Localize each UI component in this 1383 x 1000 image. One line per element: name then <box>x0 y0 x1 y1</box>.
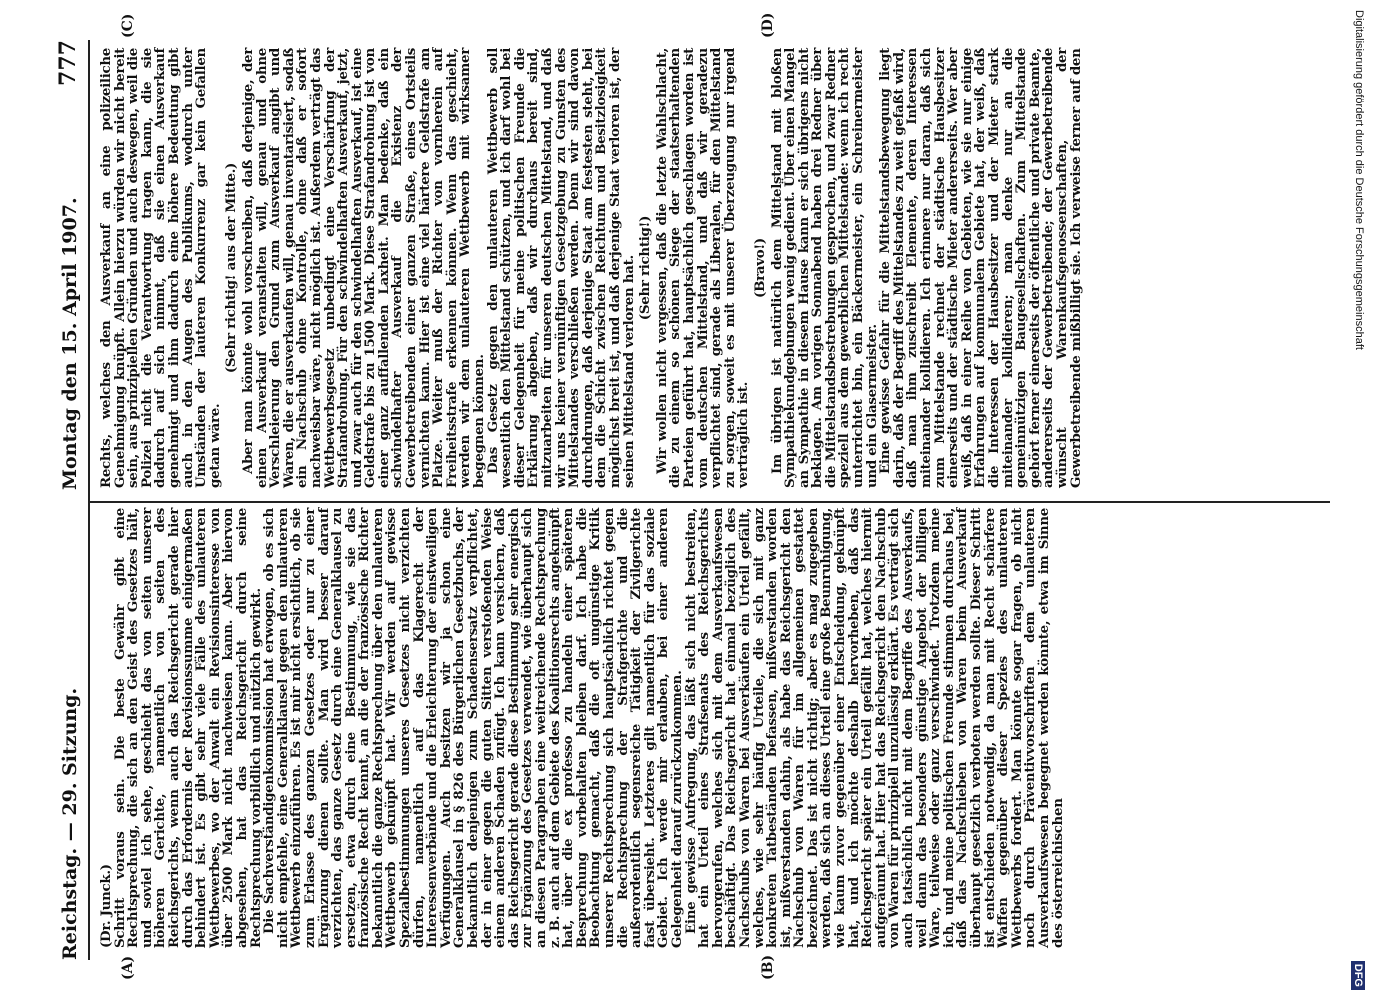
paragraph: Schritt voraus sein. Die beste Gewähr gibt eine Rechtsprechung, die sich an den Geist des Gesetzes hält, und soviel ich sehe, geschieht das von seiten unserer höheren Gerichte, namentlich von seiten des Reichsgerichts, wenn auch das Reichsgericht gerade hier durch das Erfordernis der Revisionssumme einigermaßen behindert ist. Es gibt sehr viele Fälle des unlauteren Wettbewerbes, wo der Anwalt ein Revisionsinteresse von über 2500 Mark nicht nachweisen kann. Aber hiervon abgesehen, hat das Reichsgericht durch seine Rechtsprechung vorbildlich und nützlich gewirkt. <box>111 508 264 948</box>
interjection: (Bravo!) <box>751 238 768 298</box>
paragraph: Wir wollen nicht vergessen, daß die letzte Wahlschlacht, die zu einem so schönen Siege der staatserhaltenden Parteien geführt hat, hauptsächlich geschlagen worden ist vom deutschen Mittelstand, und daß wir geradezu verpflichtet sind, gerade als Liberalen, für den Mittelstand zu sorgen, soweit es mit unserer Überzeugung nur irgend verträglich ist. <box>653 48 752 488</box>
paragraph: Rechts, welches den Ausverkauf an eine polizeiliche Genehmigung knüpft. Allein hierzu würden wir nicht bereit sein, aus prinzipiellen Gründen und auch deswegen, weil die Polizei nicht die Verantwortung tragen kann, die sie dadurch auf sich nimmt, daß sie einen Ausverkauf genehmigt und ihm dadurch eine höhere Bedeutung gibt auch in den Augen des Publikums, wodurch unter Umständen der lauteren Konkurrenz gar kein Gefallen getan wäre. <box>98 48 223 488</box>
margin-marker-d: (D) <box>760 12 776 38</box>
interjection: (Sehr richtig!) <box>637 215 654 321</box>
dfg-logo: DFG <box>1351 961 1365 990</box>
header-rule <box>88 40 90 960</box>
paragraph: Das Gesetz gegen den unlauteren Wettbewerb soll wesentlich den Mittelstand schützen, und ich darf wohl bei dieser Gelegenheit für meine politischen Freunde die Erklärung abgeben, daß wir durchaus bereit sind, mitzuarbeiten für unseren deutschen Mittelstand, und daß wir uns keiner vernünftigen Gesetzgebung zu Gunsten des Mittelstandes verschließen werden. Denn wir sind davon durchdrungen, daß derjenige Staat am festesten steht, bei dem die Schicht zwischen Reichtum und Besitzlosigkeit möglichst breit ist, und daß derjenige Staat verloren ist, der seinen Mittelstand verloren hat. <box>484 48 637 488</box>
paragraph: Eine gewisse Gefahr für die Mittelstandsbewegung liegt darin, daß der Begriff des Mittelstandes zu weit gefaßt wird, daß man ihm zuschreibt Elemente, deren Interessen miteinander kollidieren. Ich erinnere nur daran, daß sich zum Mittelstande rechnet der städtische Hausbesitzer einerseits und der städtische Mieter andererseits. Wer aber weiß, daß in einer Reihe von Gebieten, wie sie nur einige Erfahrungen auf kommunalem Gebiete hat, der weiß, daß die Interessen der Hausbesitzer und der Mieter stark miteinander kollidieren; man denke nur an die gemeinnützigen Baugesellschaften. Zum Mittelstande gehört ferner einerseits der öffentliche und private Beamte, andererseits der Gewerbetreibende; der Gewerbetreibende wünscht Warenkaufsgenossenschaften, der Gewerbetreibende mißbilligt sie. Ich verweise ferner auf den <box>877 48 1084 488</box>
funding-text: Digitalisierung gefördert durch die Deutsche Forschungsgemeinschaft <box>1353 10 1365 350</box>
funding-note <box>1347 10 1365 990</box>
page-header <box>55 40 87 960</box>
left-column <box>100 508 1330 948</box>
right-column <box>100 48 1330 488</box>
page-number: 777 <box>55 40 81 86</box>
interjection: (Sehr richtig! aus der Mitte.) <box>223 162 240 374</box>
paragraph: Eine gewisse Aufregung, das läßt sich nicht bestreiten, hat ein Urteil eines Strafsenats des Reichsgerichts hervorgerufen, welches sich mit dem Ausverkaufswesen beschäftigt. Das Reichsgericht hat einmal bezüglich des Nachschubs von Waren bei Ausverkäufen ein Urteil gefällt, welches, wie sehr häufig Urteile, die sich mit ganz konkreten Tatbeständen befassen, mißverstanden worden ist, mißverstanden dahin, als habe das Reichsgericht den Nachschub von Waren für im allgemeinen gestattet bezeichnet. Das ist nicht richtig; aber es mag zugegeben werden, daß sich an dieses Urteil eine große Beunruhigung, wie kaum zuvor gegenüber einer Entscheidung, geknüpft hat, und ich möchte deshalb hervorheben, daß das Reichsgericht später ein Urteil gefällt hat, welches hiermit aufgeräumt hat. Hier hat das Reichsgericht den Nachschub von Waren für prinzipiell unzulässig erklärt. Es verträgt sich auch tatsächlich nicht mit dem Begriffe des Ausverkaufs, weil dann das besonders günstige Angebot der billigen Ware, teilweise oder ganz verschwindet. Trotzdem meine ich, und meine politischen Freunde stimmen durchaus bei, daß das Nachschieben von Waren beim Ausverkauf überhaupt gesetzlich verboten werden sollte. Dieser Schritt ist entschieden notwendig, da man mit Recht schärfere Waffen gegenüber dieser Spezies des unlauteren Wettbewerbs fordert. Man könnte sogar fragen, ob nicht noch durch Präventivvorschriften dem unlauteren Ausverkaufswesen begegnet werden könnte, etwa im Sinne des österreichischen <box>682 508 1066 948</box>
speaker-label: (Dr. Junck.) <box>98 864 114 948</box>
margin-marker-c: (C) <box>120 13 136 38</box>
header-left: Reichstag. — 29. Sitzung. <box>59 687 81 960</box>
paragraph: Aber man könnte wohl vorschreiben, daß derjenige, der einen Ausverkauf veranstalten will, genau und ohne Verschleierung den Grund zum Ausverkauf angibt und Waren, die er ausverkaufen will, genau inventarisiert, sodaß ein Nachschub ohne Kontrolle, ohne daß er sofort nachweisbar wäre, nicht möglich ist. Außerdem verträgt das Wettbewerbsgesetz unbedingt eine Verschärfung der Strafandrohung. Für den schwindelhaften Ausverkauf, jetzt, und zwar auch für den schwindelhaften Ausverkauf, ist eine Geldstrafe bis zu 1500 Mark. Diese Strafandrohung ist von einer ganz auffallenden Laxheit. Man bedenke, daß ein schwindelhafter Ausverkauf die Existenz der Gewerbetreibenden einer ganzen Straße, eines Ortsteils vernichten kann. Hier ist eine viel härtere Geldstrafe am Platze. Weiter muß der Richter von vornherein auf Freiheitsstrafe erkennen können. Wenn das geschieht, werden wir dem unlauteren Wettbewerb mit wirksamer begegnen können. <box>239 48 488 488</box>
paragraph: Im übrigen ist natürlich dem Mittelstand mit bloßen Sympathiekundgebungen wenig gedient. Über einen Mangel an Sympathie in diesem Hause kann er sich übrigens nicht beklagen. Am vorigen Sonnabend haben drei Redner über die Mittelstandsbestrebungen gesprochen, und zwar Redner speziell aus dem gewerblichen Mittelstande: wenn ich recht unterrichtet bin, ein Bäckermeister, ein Schreinermeister und ein Glasermeister. <box>768 48 880 488</box>
header-date: Montag den 15. April 1907. <box>59 197 81 490</box>
margin-marker-b: (B) <box>760 954 776 980</box>
margin-marker-a: (A) <box>120 955 136 980</box>
column-rule <box>90 501 1330 503</box>
paragraph: Die Sachverständigenkommission hat erwogen, ob es sich nicht empfehle, eine Generalklausel gegen den unlauteren Wettbewerb einzuführen. Es ist mir nicht ersichtlich, ob sie zum Erlasse des ganzen Gesetzes oder nur zu einer Ergänzung dienen sollte. Man wird besser darauf verzichten, das ganze Gesetz durch eine Generalklausel zu ersetzen, etwa durch eine Bestimmung, wie sie das französische Recht kennt, an die der französische Richter bekanntlich die ganze Rechtsprechung über den unlauteren Wettbewerb geknüpft hat. Wir werden auf gewisse Spezialbestimmungen unseres Gesetzes nicht verzichten dürfen, namentlich auf das Klagerecht der Interessenverbände und die Erleichterung der einstweiligen Verfügungen. Auch besitzen wir ja schon eine Generalklausel in § 826 des Bürgerlichen Gesetzbuchs, der bekanntlich denjenigen zum Schadensersatz verpflichtet, der in einer gegen die guten Sitten verstoßenden Weise einem anderen Schaden zufügt. Ich kann versichern, daß das Reichsgericht gerade diese Bestimmung sehr energisch zur Ergänzung des Gesetzes verwendet, wie überhaupt sich an diesen Paragraphen eine weitreichende Rechtsprechung z. B. auch auf dem Gebiete des Koalitionsrechts angeknüpft hat, über die ex professo zu handeln einer späteren Besprechung vorbehalten bleiben darf. Ich habe die Beobachtung gemacht, daß die oft ungünstige Kritik unserer Rechtsprechung sich hauptsächlich richtet gegen die Rechtsprechung der Strafgerichte und die außerordentlich segensreiche Tätigkeit der Zivilgerichte fast übersieht. Letzteres gilt namentlich für das soziale Gebiet. Ich werde mir erlauben, bei einer anderen Gelegenheit darauf zurückzukommen. <box>261 508 685 948</box>
